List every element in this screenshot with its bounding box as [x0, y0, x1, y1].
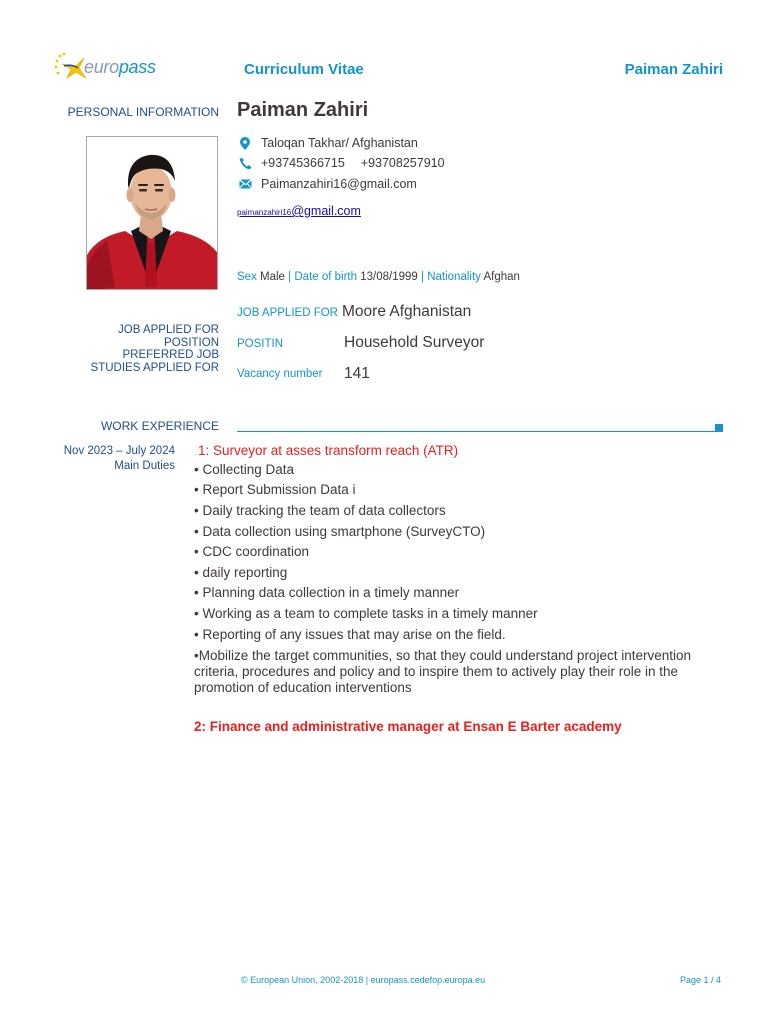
separator: |: [288, 271, 292, 283]
address-text: Taloqan Takhar/ Afghanistan: [261, 136, 418, 150]
separator: |: [421, 271, 424, 283]
duty-item: • CDC coordination: [194, 544, 310, 559]
vacancy-number-value: 141: [344, 365, 370, 382]
position-label: POSITIN: [237, 338, 284, 350]
job-1-title: 1: Surveyor at asses transform reach (ATR): [198, 443, 459, 458]
sex-value: Male: [260, 271, 285, 283]
job-label-line: PREFERRED JOB: [122, 349, 219, 362]
job-labels-block: [91, 324, 219, 374]
duty-item: • daily reporting: [194, 565, 288, 580]
job-label-line: JOB APPLIED FOR: [118, 324, 219, 336]
job-applied-value: Moore Afghanistan: [342, 303, 472, 320]
sex-label: Sex: [237, 271, 257, 283]
duty-item: • Working as a team to complete tasks in a timely manner: [194, 606, 538, 621]
duty-item: • Planning data collection in a timely manner: [194, 585, 460, 600]
logo-text-pass: pass: [118, 57, 156, 77]
personal-information-label: PERSONAL INFORMATION: [67, 105, 219, 119]
work-dates: Nov 2023 – July 2024: [63, 445, 175, 457]
header-person-name: Paiman Zahiri: [624, 61, 723, 78]
mobilize-paragraph: •Mobilize the target communities, so that they could understand project intervention criteria, procedures and policy and to inspire them to actively play their role in the promotion of education interventions: [194, 648, 691, 695]
duty-item: • Daily tracking the team of data collectors: [194, 503, 446, 518]
position-value: Household Surveyor: [344, 334, 485, 351]
footer-page-number: Page 1 / 4: [679, 975, 721, 985]
europass-logo: [54, 50, 164, 82]
logo-text-euro: euro: [84, 57, 119, 77]
work-experience-label: WORK EXPERIENCE: [100, 419, 219, 433]
job-label-line: STUDIES APPLIED FOR: [90, 361, 219, 374]
section-divider: [237, 431, 715, 432]
work-dates-block: [50, 444, 175, 474]
duty-item: • Collecting Data: [194, 462, 295, 477]
address-row: [237, 134, 418, 152]
duty-item: • Data collection using smartphone (SurveyCTO): [194, 524, 486, 539]
email-text: Paimanzahiri16@gmail.com: [261, 177, 417, 191]
personal-details-line: [237, 271, 520, 283]
person-name: Paiman Zahiri: [237, 99, 369, 121]
job-2-title: 2: Finance and administrative manager at Ensan E Barter academy: [194, 719, 622, 734]
europass-star-figure-icon: [54, 52, 88, 82]
location-pin-icon: [237, 137, 253, 150]
duty-item: • Reporting of any issues that may arise on the field.: [194, 627, 506, 642]
main-duties-label: Main Duties: [114, 460, 175, 472]
phone-icon: [237, 157, 253, 170]
email-link[interactable]: [237, 204, 361, 218]
email-envelope-icon: [237, 179, 253, 189]
nationality-label: Nationality: [427, 271, 481, 283]
dob-label: Date of birth: [294, 271, 358, 283]
section-divider-marker: [715, 424, 723, 432]
phone-1-text: +93745366715: [261, 156, 345, 170]
job-applied-label: JOB APPLIED FOR: [237, 307, 338, 319]
phone-row: [237, 154, 445, 172]
email-link-domain: @gmail.com: [291, 204, 361, 218]
phone-2-text: +93708257910: [360, 156, 445, 170]
document-title: Curriculum Vitae: [244, 61, 364, 78]
email-link-user: paimanzahiri16: [237, 208, 292, 217]
dob-value: 13/08/1999: [360, 271, 418, 283]
vacancy-number-label: Vacancy number: [237, 368, 323, 380]
footer-copyright: © European Union, 2002-2018 | europass.cedefop.europa.eu: [241, 975, 486, 985]
job-label-line: POSITION: [164, 336, 219, 349]
nationality-value: Afghan: [483, 271, 520, 283]
email-row: [237, 175, 417, 193]
duty-item: • Report Submission Data i: [194, 482, 356, 497]
profile-photo: [86, 136, 218, 290]
